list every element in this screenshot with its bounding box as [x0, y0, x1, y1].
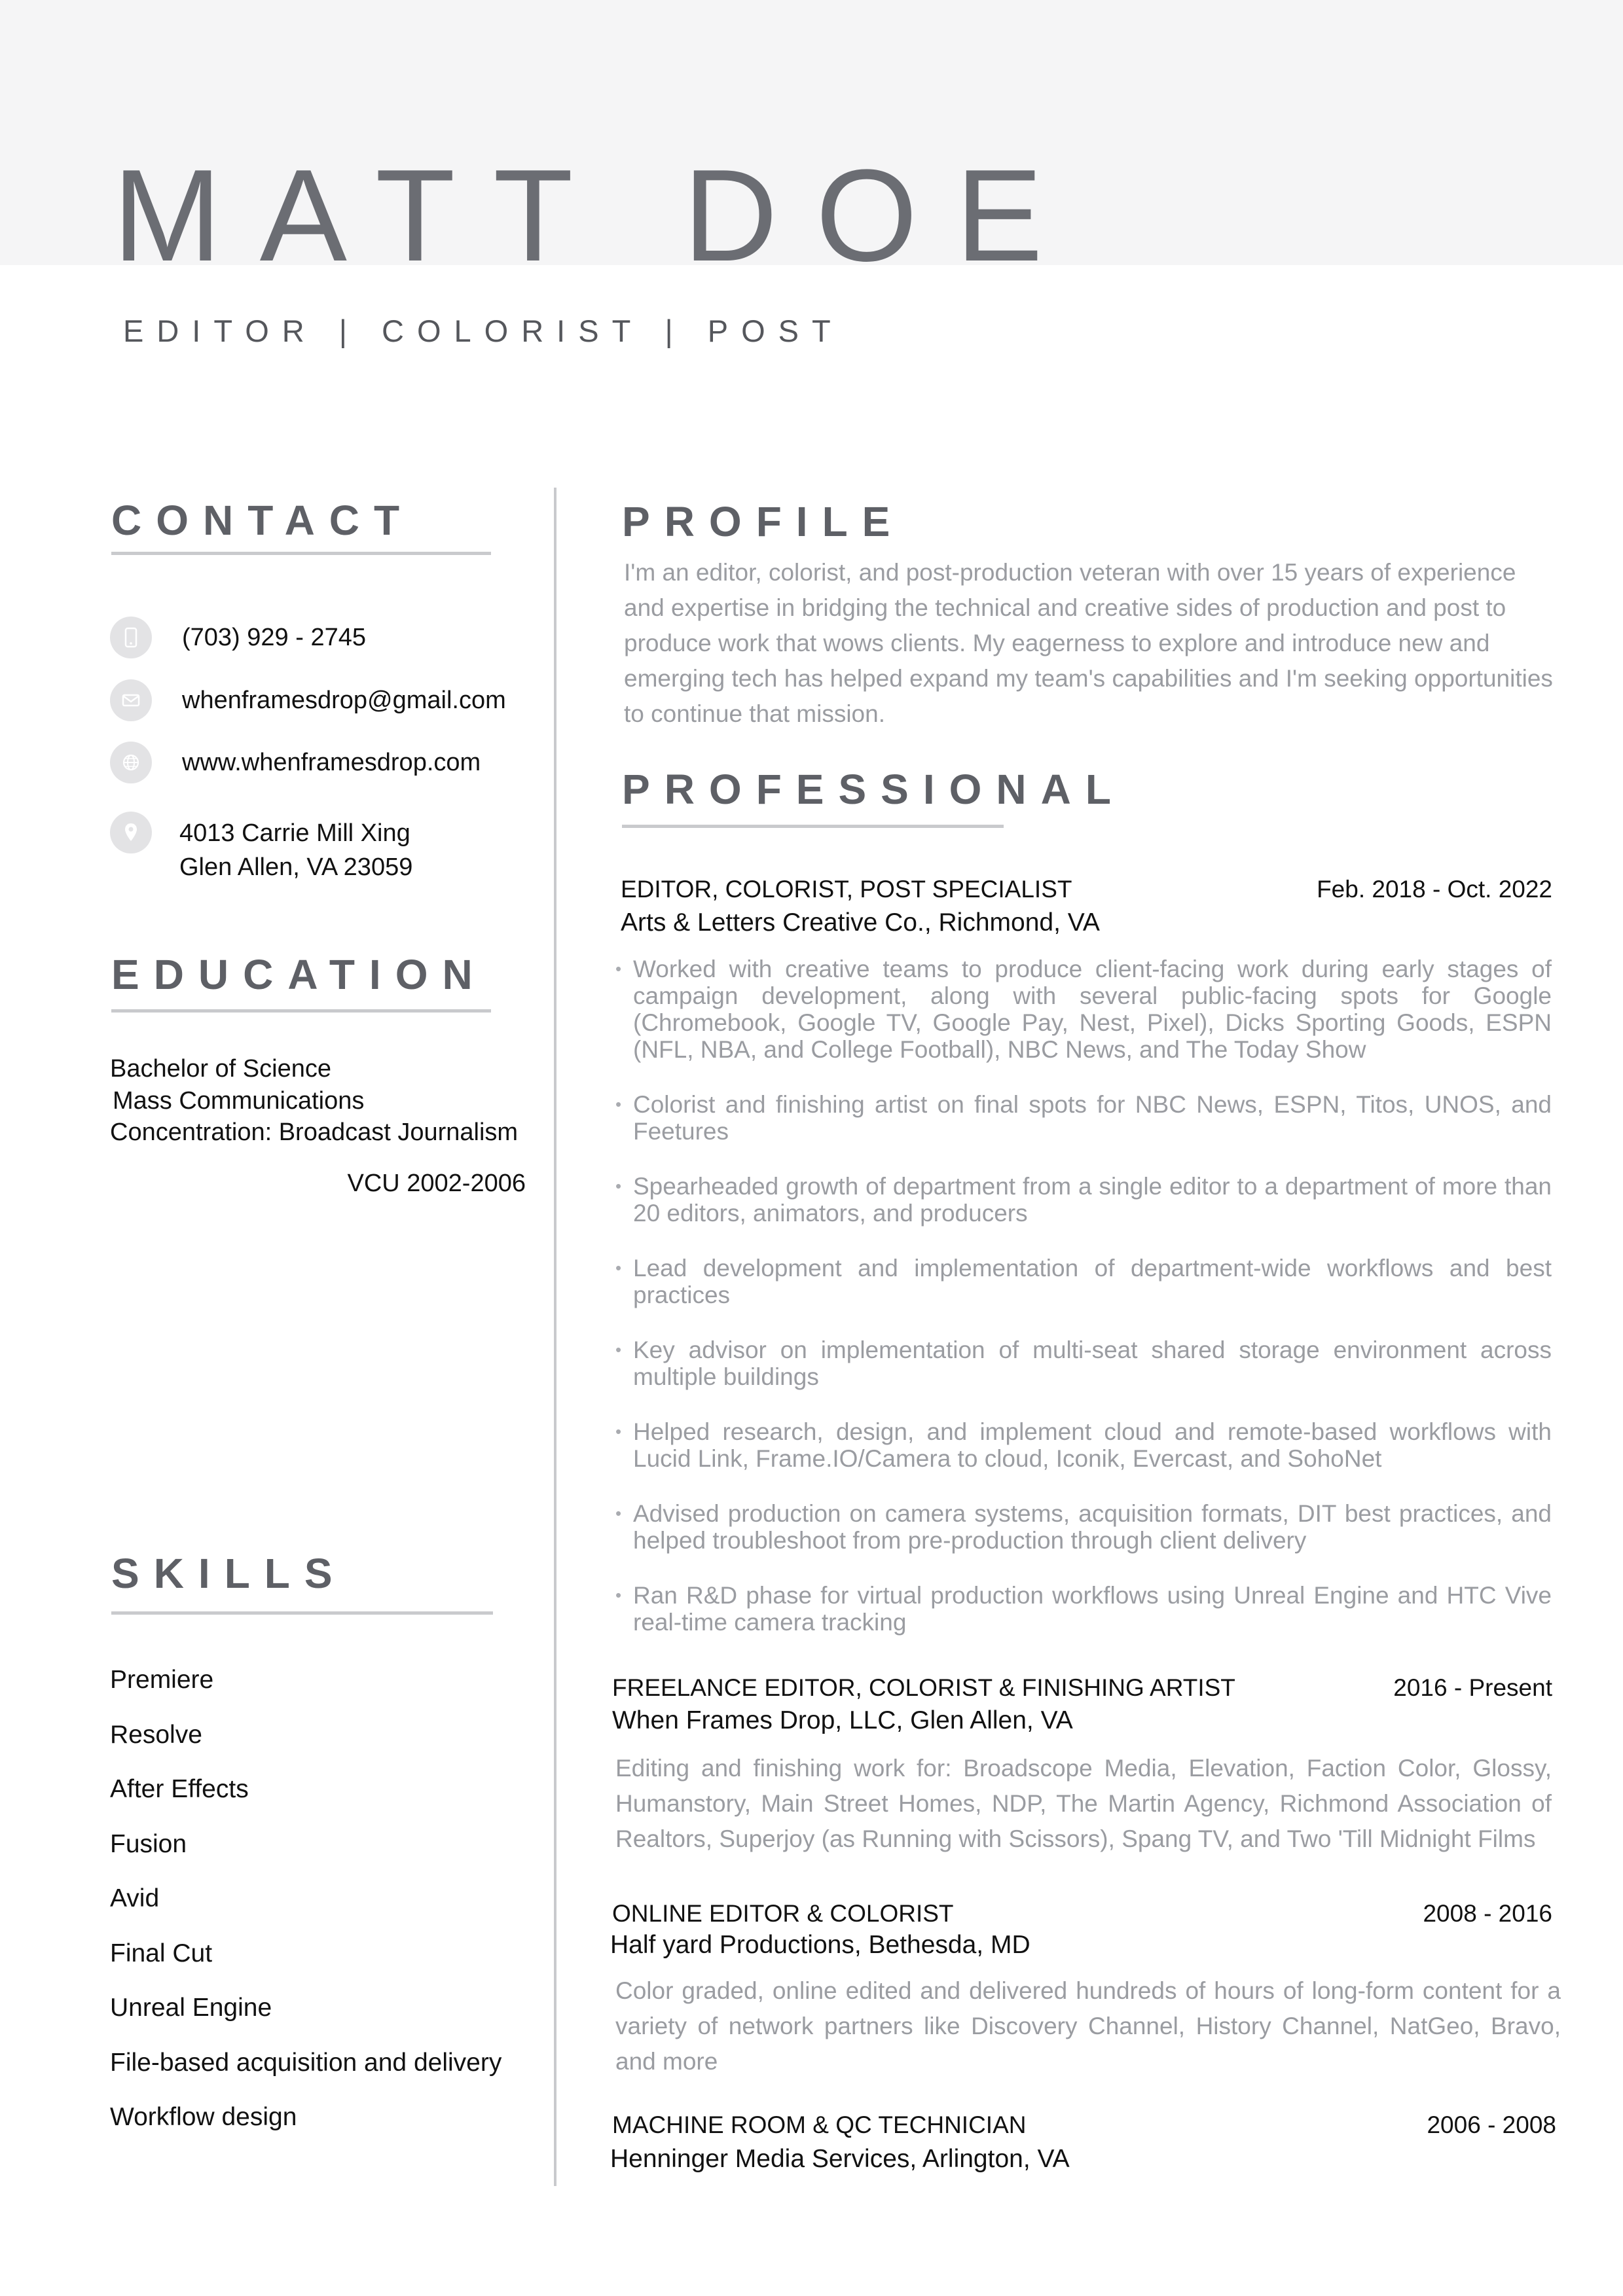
job-bullet: • Advised production on camera systems, acquisition formats, DIT best practices, and helped troubleshoot from pre-production through client delivery	[615, 1500, 1552, 1554]
professional-heading: PROFESSIONAL	[622, 766, 1125, 813]
resume-name: MATT DOE	[113, 143, 1081, 289]
skills-rule	[111, 1611, 493, 1615]
education-degree: Bachelor of Science	[110, 1055, 331, 1083]
phone-icon	[110, 617, 152, 658]
job-title: EDITOR, COLORIST, POST SPECIALIST	[621, 876, 1072, 903]
contact-phone[interactable]: (703) 929 - 2745	[182, 623, 366, 651]
job-bullets	[615, 956, 1552, 1664]
job-company: Henninger Media Services, Arlington, VA	[610, 2145, 1070, 2173]
job-bullet: • Key advisor on implementation of multi-seat shared storage environment across multiple buildings	[615, 1336, 1552, 1390]
globe-icon	[110, 742, 152, 783]
job-bullet: • Colorist and finishing artist on final spots for NBC News, ESPN, Titos, UNOS, and Feetures	[615, 1091, 1552, 1145]
job-bullet: • Helped research, design, and implement cloud and remote-based workflows with Lucid Link, Frame.IO/Camera to cloud, Iconik, Evercast, and SohoNet	[615, 1418, 1552, 1472]
job-title: MACHINE ROOM & QC TECHNICIAN	[612, 2111, 1027, 2138]
job-bullet: • Lead development and implementation of department-wide workflows and best practices	[615, 1255, 1552, 1308]
contact-email-row	[110, 679, 506, 721]
column-divider	[554, 488, 556, 2186]
skill-item: Avid	[110, 1884, 160, 1912]
skill-item: After Effects	[110, 1775, 249, 1803]
job-description: Color graded, online edited and delivered hundreds of hours of long-form content for a variety of network partners like Discovery Channel, History Channel, NatGeo, Bravo, and more	[615, 1977, 1561, 2075]
contact-email[interactable]: whenframesdrop@gmail.com	[182, 686, 506, 714]
skill-item: Resolve	[110, 1720, 202, 1749]
address-line-1: 4013 Carrie Mill Xing	[179, 819, 410, 847]
skill-item: Premiere	[110, 1666, 214, 1694]
job-title: ONLINE EDITOR & COLORIST	[612, 1900, 954, 1927]
education-rule	[111, 1009, 491, 1013]
contact-address-row	[110, 812, 152, 853]
education-concentration: Concentration: Broadcast Journalism	[110, 1119, 519, 1146]
skill-item: Final Cut	[110, 1939, 213, 1967]
job-bullet: • Ran R&D phase for virtual production workflows using Unreal Engine and HTC Vive real-time camera tracking	[615, 1582, 1552, 1636]
profile-text: I'm an editor, colorist, and post-production veteran with over 15 years of experience and expertise in bridging the technical and creative sides of production and post to produce work that wows clients. My eagerness to explore and introduce new and emerging tech has helped expand my team's capabilities and I'm seeking opportunities to continue that mission.	[624, 559, 1553, 727]
education-major: Mass Communications	[113, 1087, 365, 1115]
professional-rule	[622, 825, 1004, 828]
education-school-years: VCU 2002-2006	[347, 1170, 526, 1197]
job-dates: 2016 - Present	[1393, 1674, 1552, 1701]
job-description: Editing and finishing work for: Broadscope Media, Elevation, Faction Color, Glossy, Humanstory, Main Street Homes, NDP, The Martin Agency, Richmond Association of Realtors, Superjoy (as Running with Scissors), Spang TV, and Two 'Till Midnight Films	[615, 1755, 1552, 1852]
skills-heading: SKILLS	[111, 1550, 347, 1597]
contact-address	[179, 816, 412, 884]
skill-item: Workflow design	[110, 2103, 297, 2131]
job-title: FREELANCE EDITOR, COLORIST & FINISHING ARTIST	[612, 1674, 1235, 1701]
education-heading: EDUCATION	[111, 951, 487, 998]
contact-rule	[111, 552, 491, 555]
job-dates: Feb. 2018 - Oct. 2022	[1317, 876, 1552, 903]
job-bullet: • Worked with creative teams to produce client-facing work during early stages of campaign development, along with several public-facing spots for Google (Chromebook, Google TV, Google Pay, Nest, Pixel), Dicks Sporting Goods, ESPN (NFL, NBA, and College Football), NBC News, and The Today Show	[615, 956, 1552, 1063]
contact-phone-row	[110, 617, 366, 658]
profile-heading: PROFILE	[622, 498, 905, 545]
job-bullet: • Spearheaded growth of department from a single editor to a department of more than 20 editors, animators, and producers	[615, 1173, 1552, 1227]
contact-website[interactable]: www.whenframesdrop.com	[182, 748, 481, 776]
resume-tagline: EDITOR | COLORIST | POST	[123, 314, 844, 348]
job-company: Arts & Letters Creative Co., Richmond, VA	[621, 908, 1100, 937]
skill-item: Fusion	[110, 1829, 187, 1858]
skills-list	[110, 1666, 501, 2158]
contact-heading: CONTACT	[111, 497, 414, 544]
contact-website-row	[110, 742, 481, 783]
email-icon	[110, 679, 152, 721]
skill-item: Unreal Engine	[110, 1994, 272, 2022]
skill-item: File-based acquisition and delivery	[110, 2048, 502, 2077]
job-dates: 2008 - 2016	[1423, 1900, 1552, 1927]
job-dates: 2006 - 2008	[1427, 2111, 1556, 2138]
location-pin-icon	[110, 812, 152, 853]
address-line-2: Glen Allen, VA 23059	[179, 853, 413, 881]
job-company: Half yard Productions, Bethesda, MD	[610, 1931, 1030, 1959]
job-company: When Frames Drop, LLC, Glen Allen, VA	[612, 1706, 1073, 1734]
